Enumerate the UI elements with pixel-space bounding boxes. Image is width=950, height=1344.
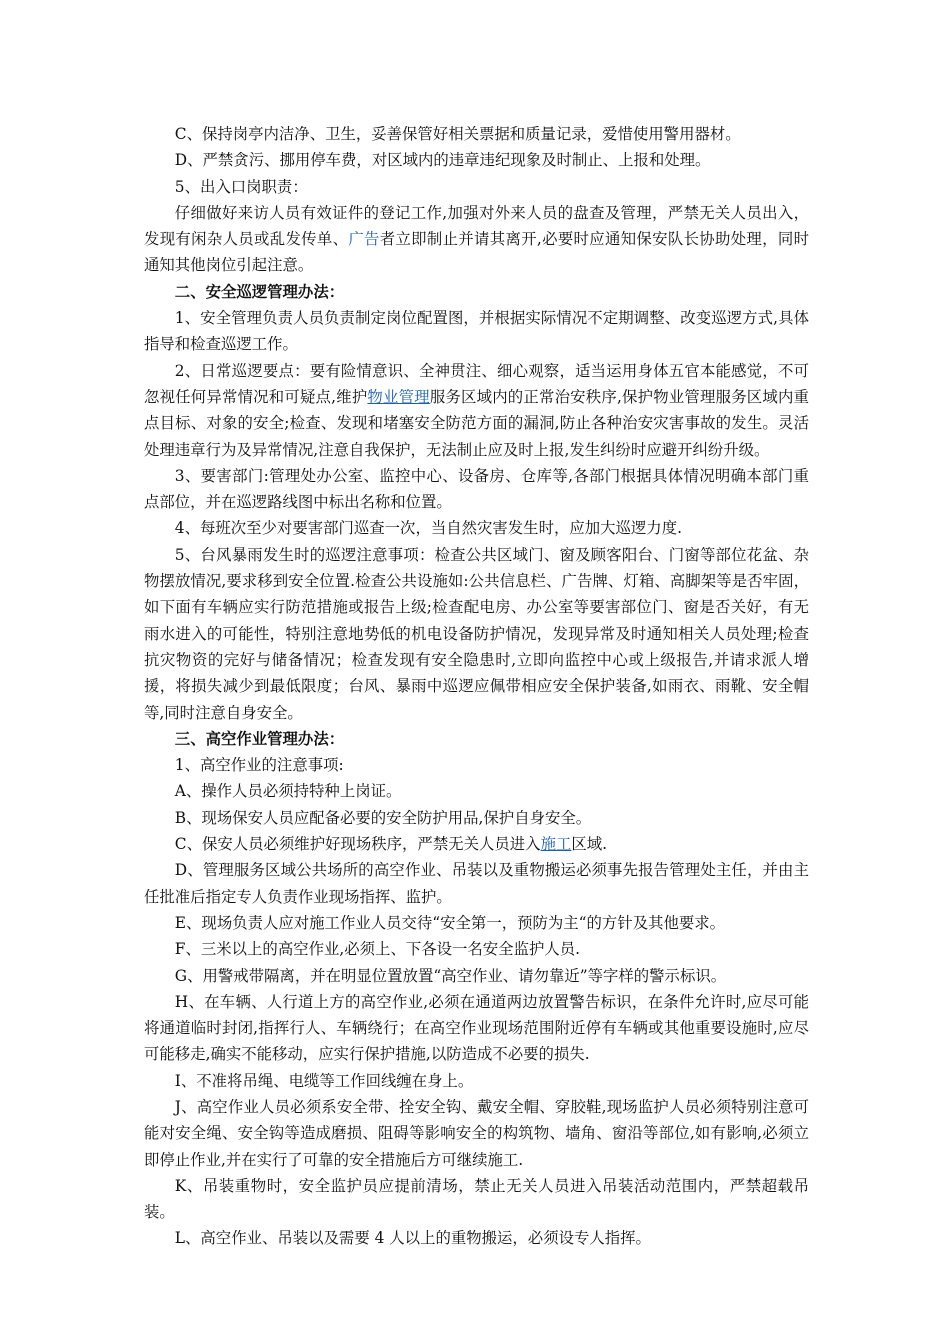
paragraph-text: C、保持岗亭内洁净、卫生，妥善保管好相关票据和质量记录，爱惜使用警用器材。	[174, 125, 741, 143]
paragraph	[144, 463, 809, 516]
paragraph-text: 二、安全巡逻管理办法：	[174, 282, 345, 301]
paragraph	[144, 831, 809, 857]
paragraph	[144, 1225, 809, 1251]
hyperlink[interactable]: 施工	[540, 835, 572, 854]
paragraph-text: E、现场负责人应对施工作业人员交待“安全第一，预防为主“的方针及其他要求。	[174, 913, 726, 932]
section-heading	[144, 726, 809, 752]
paragraph-text: 1、高空作业的注意事项:	[174, 756, 344, 775]
paragraph	[144, 778, 809, 804]
paragraph	[144, 542, 809, 726]
paragraph-text: 仔细做好来访人员有效证件的登记工作,加强对外来人员的盘查及管理，严禁无关人员出入，发现有闲杂人员或乱发传单、	[144, 203, 809, 249]
paragraph-text: G、用警戒带隔离，并在明显位置放置“高空作业、请勿靠近”等字样的警示标识。	[174, 966, 727, 985]
paragraph	[144, 1068, 809, 1094]
paragraph-text: D、严禁贪污、挪用停车费，对区域内的违章违纪现象及时制止、上报和处理。	[174, 151, 711, 170]
paragraph-text: K、吊装重物时，安全监护员应提前清场，禁止无关人员进入吊装活动范围内，严禁超载吊装。	[144, 1176, 809, 1222]
paragraph	[144, 1173, 809, 1226]
paragraph	[144, 936, 809, 962]
paragraph	[144, 857, 809, 910]
paragraph-text: 者立即制止并请其离开,必要时应通知保安队长协助处理，同时通知其他岗位引起注意。	[144, 230, 809, 275]
paragraph	[144, 121, 809, 147]
paragraph-text: 5、台风暴雨发生时的巡逻注意事项：检查公共区域门、窗及顾客阳台、门窗等部位花盆、杂物摆放情况,要求移到安全位置.检查公共设施如:公共信息栏、广告牌、灯箱、高脚架等是否牢固，如下面有车辆应实行防范措施或报告上级;检查配电房、办公室等要害部位门、窗是否关好，有无雨水进入的可能性，特别注意地势低的机电设备防护情况，发现异常及时通知相关人员处理;检查抗灾物资的完好与储备情况；检查发现有安全隐患时,立即向监控中心或上级报告,并请求派人增援，将损失减少到最低限度；台风、暴雨中巡逻应佩带相应安全保护装备,如雨衣、雨靴、安全帽等,同时注意自身安全。	[144, 545, 809, 722]
paragraph	[144, 174, 809, 200]
keyword-text: 广告	[348, 230, 380, 249]
paragraph	[144, 1094, 809, 1173]
paragraph-text: 2、日常巡逻要点：要有险情意识、全神贯注、细心观察，适当运用身体五官本能感觉，不可忽视任何异常情况和可疑点,维护	[144, 361, 809, 406]
paragraph-text: 区域.	[571, 835, 608, 854]
paragraph	[144, 358, 809, 463]
paragraph-text: 1、安全管理负责人员负责制定岗位配置图，并根据实际情况不定期调整、改变巡逻方式,具体指导和检查巡逻工作。	[144, 309, 809, 354]
paragraph	[144, 989, 809, 1068]
paragraph-text: 5、出入口岗职责：	[174, 177, 308, 196]
paragraph	[144, 910, 809, 936]
paragraph-text: 服务区域内的正常治安秩序,保护物业管理服务区域内重点目标、对象的安全;检查、发现和堵塞安全防范方面的漏洞,防止各种治安灾害事故的发生。灵活处理违章行为及异常情况,注意自我保护，无法制止应及时上报,发生纠纷时应避开纠纷升级。	[144, 387, 809, 459]
paragraph-text: I、不准将吊绳、电缆等工作回线缠在身上。	[174, 1071, 474, 1090]
paragraph	[144, 963, 809, 989]
section-heading	[144, 279, 809, 305]
paragraph-text: 4、每班次至少对要害部门巡查一次，当自然灾害发生时，应加大巡逻力度.	[174, 519, 682, 538]
paragraph-text: C、保安人员必须维护好现场秩序，严禁无关人员进入	[174, 835, 541, 854]
paragraph-text: L、高空作业、吊装以及需要 4 人以上的重物搬运，必须设专人指挥。	[174, 1229, 651, 1248]
paragraph-text: B、现场保安人员应配备必要的安全防护用品,保护自身安全。	[174, 808, 592, 827]
paragraph	[144, 147, 809, 173]
paragraph	[144, 200, 809, 279]
paragraph	[144, 805, 809, 831]
paragraph-text: D、管理服务区域公共场所的高空作业、吊装以及重物搬运必须事先报告管理处主任，并由主任批准后指定专人负责作业现场指挥、监护。	[144, 861, 809, 906]
paragraph	[144, 515, 809, 541]
paragraph-text: F、三米以上的高空作业,必须上、下各设一名安全监护人员.	[174, 940, 581, 959]
paragraph	[144, 752, 809, 778]
paragraph-text: H、在车辆、人行道上方的高空作业,必须在通道两边放置警告标识，在条件允许时,应尽可能将通道临时封闭,指挥行人、车辆绕行；在高空作业现场范围附近停有车辆或其他重要设施时,应尽可能移走,确实不能移动，应实行保护措施,以防造成不必要的损失.	[144, 992, 809, 1064]
paragraph-text: J、高空作业人员必须系安全带、拴安全钩、戴安全帽、穿胶鞋,现场监护人员必须特别注意可能对安全绳、安全钩等造成磨损、阻碍等影响安全的构筑物、墙角、窗沿等部位,如有影响,必须立即停止作业,并在实行了可靠的安全措施后方可继续施工.	[144, 1097, 809, 1169]
paragraph-text: 三、高空作业管理办法：	[174, 729, 345, 748]
paragraph-text: A、操作人员必须持特种上岗证。	[174, 782, 402, 801]
document-body	[144, 121, 809, 1252]
paragraph	[144, 305, 809, 358]
hyperlink[interactable]: 物业管理	[367, 387, 430, 406]
paragraph-text: 3、要害部门:管理处办公室、监控中心、设备房、仓库等,各部门根据具体情况明确本部门重点部位，并在巡逻路线图中标出名称和位置。	[144, 466, 809, 512]
